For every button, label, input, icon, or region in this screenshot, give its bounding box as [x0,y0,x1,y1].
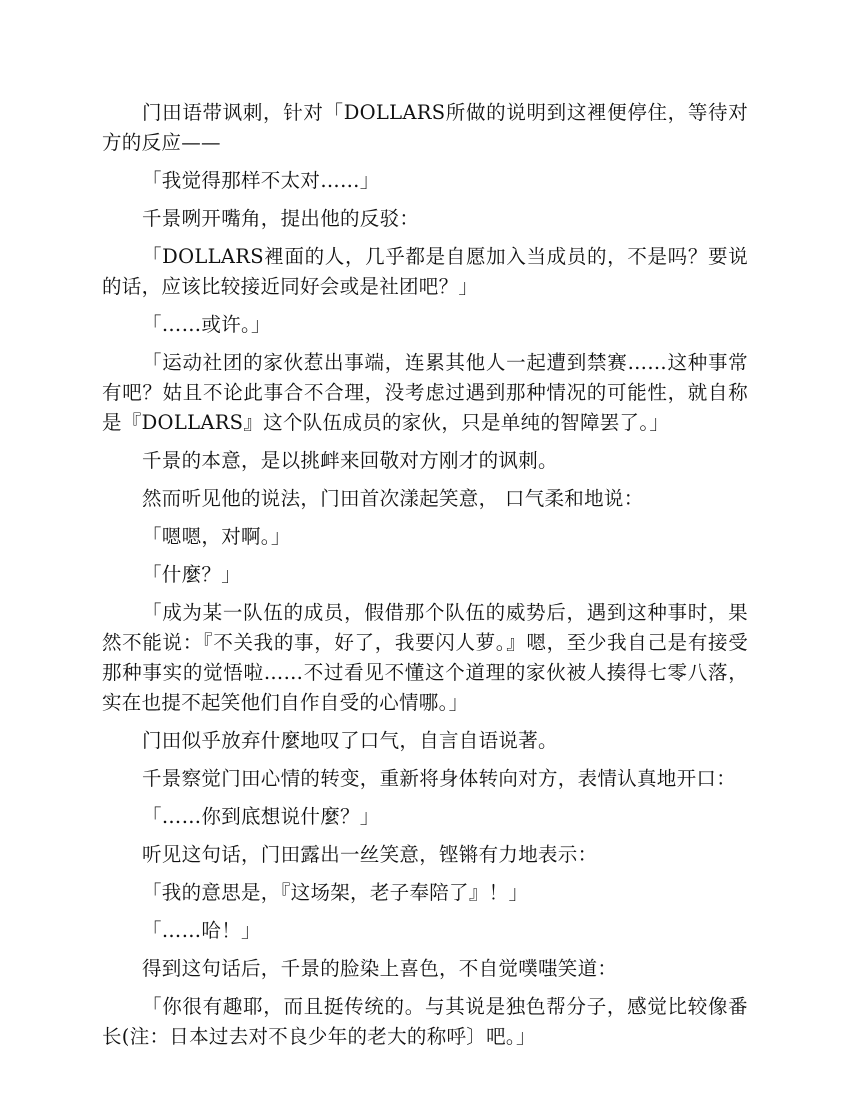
paragraph: 「……你到底想说什麼？」 [142,805,380,828]
paragraph: 「……哈！」 [142,919,261,942]
paragraph: 千景的本意，是以挑衅来回敬对方刚才的讽刺。 [142,449,558,472]
paragraph: 千景察觉门田心情的转变，重新将身体转向对方，表情认真地开口： [142,767,737,790]
paragraph: 「你很有趣耶，而且挺传统的。与其说是独色帮分子，感觉比较像番长(注：日本过去对不良少年的老大的称呼〕吧。」 [102,995,748,1048]
paragraph: 「我的意思是，『这场架，老子奉陪了』！」 [142,881,529,904]
paragraph: 「DOLLARS裡面的人，几乎都是自愿加入当成员的，不是吗？要说的话，应该比较接近同好会或是社团吧？」 [102,245,748,298]
paragraph: 「成为某一队伍的成员，假借那个队伍的威势后，遇到这种事时，果然不能说：『不关我的事，好了，我要闪人萝。』嗯，至少我自己是有接受那种事实的觉悟啦……不过看见不懂这个道理的家伙被人揍得七零八落，实在也提不起笑他们自作自受的心情哪。」 [102,601,748,714]
paragraph: 然而听见他的说法，门田首次漾起笑意， 口气柔和地说： [142,487,644,510]
paragraph: 「嗯嗯，对啊。」 [142,525,291,548]
paragraph: 「运动社团的家伙惹出事端，连累其他人一起遭到禁赛……这种事常有吧？姑且不论此事合不合理，没考虑过遇到那种情况的可能性，就自称是『DOLLARS』这个队伍成员的家伙，只是单纯的智障罢了。」 [102,351,748,434]
paragraph: 「我觉得那样不太对……」 [142,169,380,192]
paragraph: 听见这句话，门田露出一丝笑意，铿锵有力地表示： [142,843,598,866]
paragraph: 「什麼？」 [142,563,242,586]
document-body [102,98,748,1060]
paragraph: 「……或许。」 [142,313,271,336]
paragraph: 千景咧开嘴角，提出他的反驳： [142,207,420,230]
paragraph: 门田似乎放弃什麼地叹了口气，自言自语说著。 [142,729,558,752]
paragraph: 得到这句话后，千景的脸染上喜色，不自觉噗嗤笑道： [142,957,618,980]
paragraph: 门田语带讽刺，针对「DOLLARS所做的说明到这裡便停住，等待对方的反应—— [102,101,748,154]
